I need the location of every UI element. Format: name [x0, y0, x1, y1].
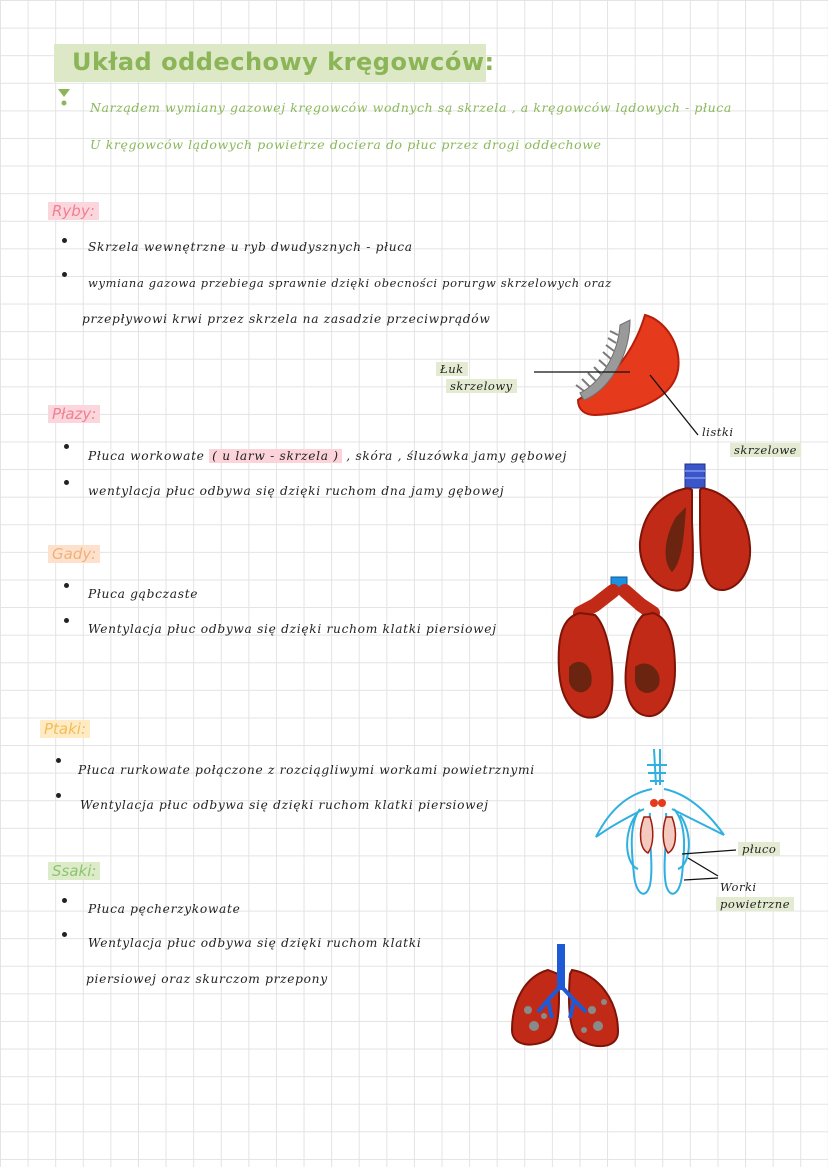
section-heading-ryby: Ryby: [48, 202, 99, 220]
section-heading-ptaki: Ptaki: [40, 720, 90, 738]
bullet [56, 758, 61, 763]
bullet [62, 932, 67, 937]
ryby-item-2b: przepływowi krwi przez skrzela na zasadzie przeciwprądów [82, 312, 491, 326]
label-skrzelowe: skrzelowe [730, 443, 801, 457]
ptaki-item-1: Płuca rurkowate połączone z rozciągliwymi workami powietrznymi [78, 763, 535, 777]
page-title-banner [54, 44, 495, 82]
mammal-lungs-illustration [508, 940, 623, 1052]
label-listki: listki [702, 425, 734, 439]
plazy-item-1-post: , skóra , śluzówka jamy gębowej [346, 449, 568, 463]
bullet [62, 238, 67, 243]
label-powietrzne: powietrzne [716, 897, 794, 911]
intro-line-1: Narządem wymiany gazowej kręgowców wodnych są skrzela , a kręgowców lądowych - płuca [90, 100, 732, 115]
label-skrzelowy: skrzelowy [446, 379, 517, 393]
label-luk: Łuk [436, 362, 468, 376]
section-heading-gady: Gady: [48, 545, 100, 563]
label-worki: Worki [720, 880, 757, 894]
plazy-item-1-paren: ( u larw - skrzela ) [209, 449, 342, 463]
ssaki-item-2a: Wentylacja płuc odbywa się dzięki ruchom klatki [88, 936, 422, 950]
ptaki-item-2: Wentylacja płuc odbywa się dzięki ruchom klatki piersiowej [80, 798, 489, 812]
bullet [64, 618, 69, 623]
ssaki-item-2b: piersiowej oraz skurczom przepony [86, 972, 328, 986]
gady-item-2: Wentylacja płuc odbywa się dzięki ruchom klatki piersiowej [88, 622, 497, 636]
ssaki-item-1: Płuca pęcherzykowate [88, 902, 241, 916]
plazy-item-1-pre: Płuca workowate [88, 449, 205, 463]
plazy-item-2: wentylacja płuc odbywa się dzięki ruchom dna jamy gębowej [88, 484, 505, 498]
bullet [64, 480, 69, 485]
intro-line-2: U kręgowców lądowych powietrze dociera do płuc przez drogi oddechowe [90, 137, 602, 152]
plazy-item-1 [88, 449, 567, 463]
section-heading-plazy: Płazy: [48, 405, 100, 423]
section-heading-ssaki: Ssaki: [48, 862, 100, 880]
bullet [62, 272, 67, 277]
bullet [56, 793, 61, 798]
bullet [62, 898, 67, 903]
reptile-lungs-illustration [555, 575, 680, 723]
ryby-item-1: Skrzela wewnętrzne u ryb dwudysznych - płuca [88, 240, 413, 254]
ryby-item-2a: wymiana gazowa przebiega sprawnie dzięki obecności porurgw skrzelowych oraz [88, 276, 612, 290]
page-title: Układ oddechowy kręgowców: [72, 48, 495, 76]
exclamation-icon [56, 87, 74, 107]
bullet [64, 444, 69, 449]
bullet [64, 583, 69, 588]
label-pluco: płuco [738, 842, 780, 856]
gady-item-1: Płuca gąbczaste [88, 587, 199, 601]
